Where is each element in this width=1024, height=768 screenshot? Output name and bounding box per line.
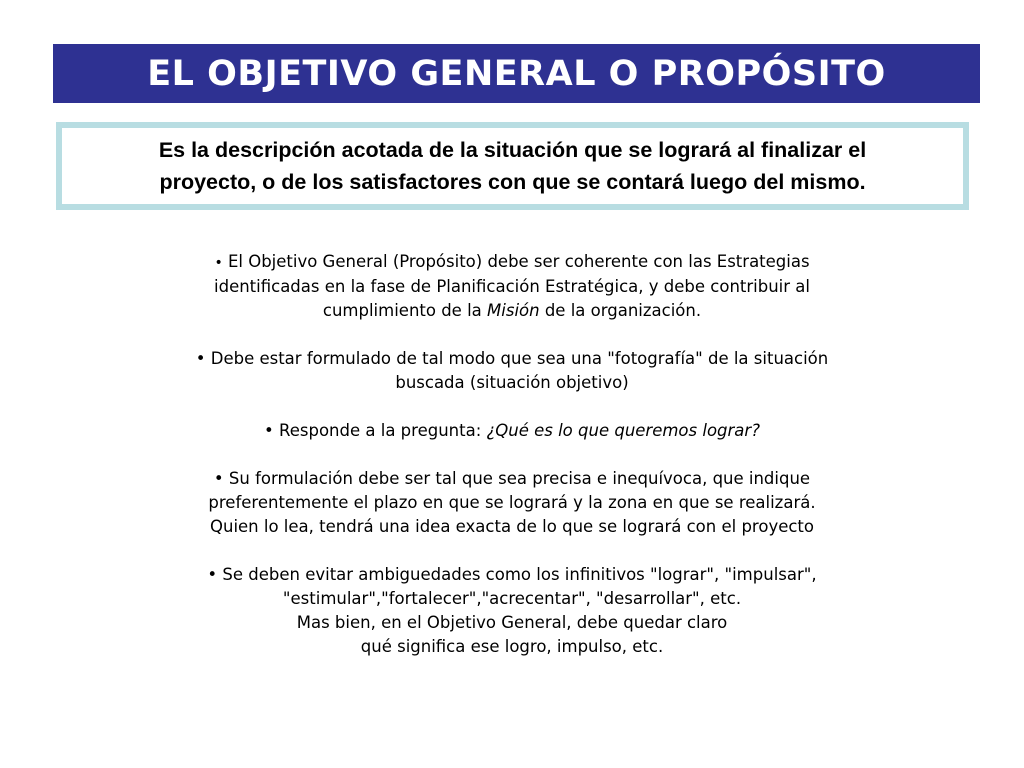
bullet-1-line-1: • El Objetivo General (Propósito) debe ser coherente con las Estrategias [214,252,810,271]
bullet-3-line-1: • Responde a la pregunta: ¿Qué es lo que queremos lograr? [264,421,760,440]
bullet-1-line-2: identificadas en la fase de Planificación Estratégica, y debe contribuir al [214,277,810,296]
question-emphasis: ¿Qué es lo que queremos lograr? [486,421,760,440]
bullet-2-line-1: • Debe estar formulado de tal modo que sea una "fotografía" de la situación [195,349,829,368]
definition-box [56,122,969,210]
definition-line-1: Es la descripción acotada de la situación que se logrará al finalizar el [158,138,867,162]
bullet-5-line-1: • Se deben evitar ambiguedades como los infinitivos "lograr", "impulsar", [207,565,817,584]
definition-line-2: proyecto, o de los satisfactores con que se contará luego del mismo. [159,170,866,194]
bullet-icon: • [213,469,224,488]
bullet-5-line-3: Mas bien, en el Objetivo General, debe quedar claro [296,613,728,632]
bullet-5-line-4: qué significa ese logro, impulso, etc. [360,637,664,656]
definition-text [159,134,866,198]
bullet-icon: • [214,255,223,271]
bullet-4-line-1: • Su formulación debe ser tal que sea precisa e inequívoca, que indique [213,469,811,488]
bullet-item-4 [80,467,944,539]
title-bar [53,44,980,103]
bullet-icon: • [195,349,206,368]
bullet-4-line-3: Quien lo lea, tendrá una idea exacta de lo que se logrará con el proyecto [210,517,814,536]
bullet-4-line-2: preferentemente el plazo en que se logrará y la zona en que se realizará. [208,493,816,512]
bullet-icon: • [264,421,274,440]
bullet-1-line-3: cumplimiento de la Misión de la organización. [322,301,702,320]
mision-emphasis: Misión [487,301,540,320]
bullet-list [80,250,944,683]
bullet-item-3 [80,419,944,443]
slide-title: EL OBJETIVO GENERAL O PROPÓSITO [147,53,886,94]
bullet-item-5 [80,563,944,659]
bullet-icon: • [207,565,218,584]
bullet-item-1 [80,250,944,323]
bullet-item-2 [80,347,944,395]
bullet-5-line-2: "estimular","fortalecer","acrecentar", "desarrollar", etc. [282,589,742,608]
bullet-2-line-2: buscada (situación objetivo) [395,373,629,392]
